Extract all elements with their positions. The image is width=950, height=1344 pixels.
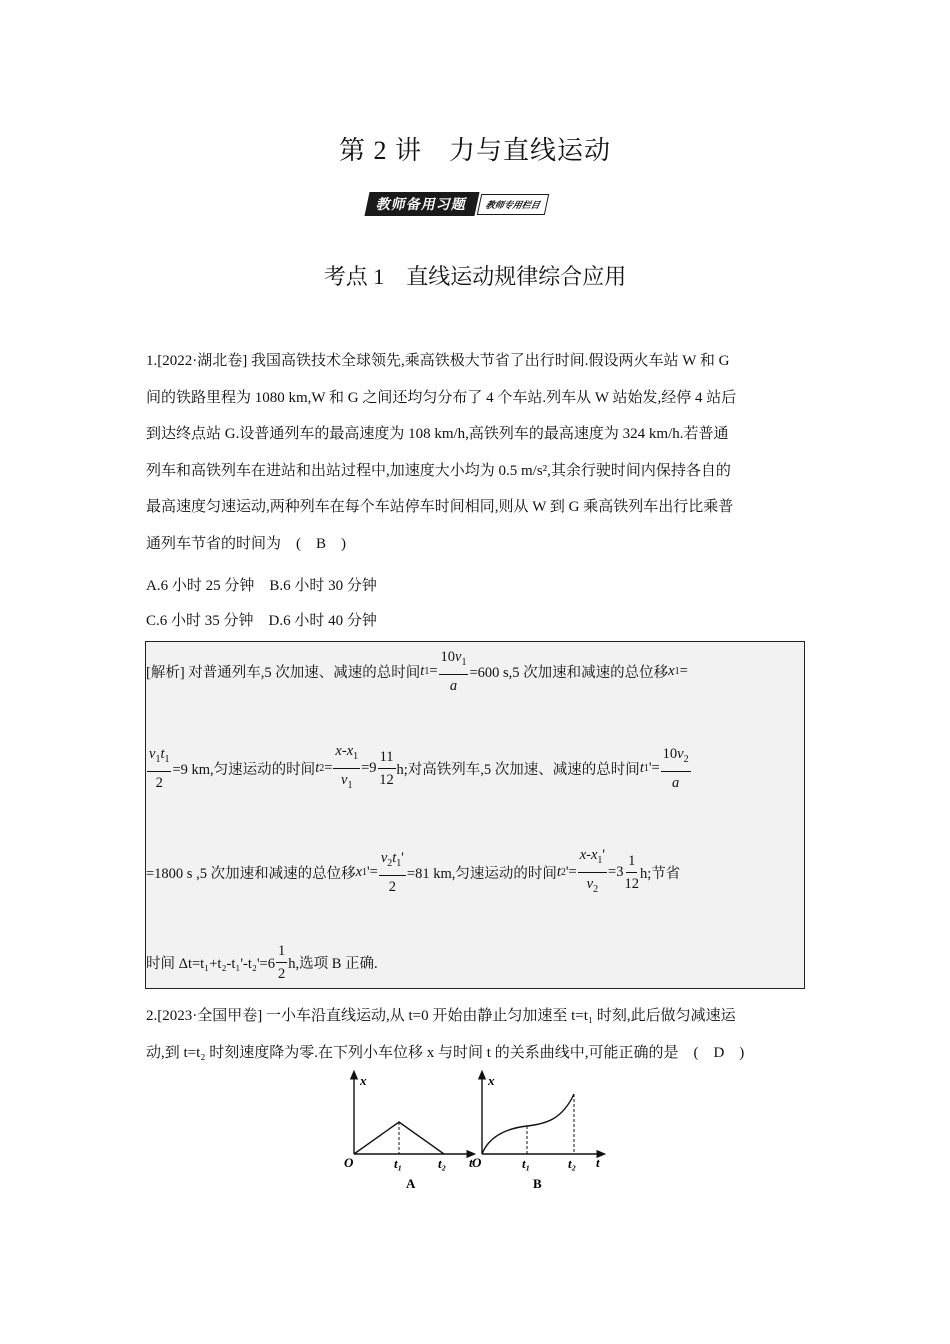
fraction: $\frac{x-x_1'}{v_2}$ bbox=[578, 844, 607, 901]
origin-label: O bbox=[344, 1155, 354, 1170]
analysis-text: =1800 s ,5 次加速和减速的总位移 bbox=[146, 865, 356, 882]
graph-a bbox=[344, 1073, 473, 1191]
axis-t-label: t bbox=[596, 1155, 600, 1170]
analysis-line-1: [解析] 对普通列车,5 次加速、减速的总时间 t 1 = $\frac{10v_1}{a}$ =600 s,5 次加速和减速的总位移 x 1 = bbox=[146, 646, 688, 697]
fraction: $\frac{1}{2}$ bbox=[276, 940, 287, 985]
xt-graphs bbox=[340, 1068, 610, 1193]
question-2-text bbox=[146, 998, 808, 1071]
axis-x-label: x bbox=[488, 1073, 495, 1088]
q1-line: 列车和高铁列车在进站和出站过程中,加速度大小均为 0.5 m/s²,其余行驶时间内保持各自的 bbox=[146, 462, 731, 479]
fraction: $\frac{v_1t_1}{2}$ bbox=[147, 743, 171, 794]
analysis-text: [解析] 对普通列车,5 次加速、减速的总时间 bbox=[146, 664, 421, 681]
origin-label: O bbox=[472, 1155, 482, 1170]
fraction: $\frac{10v_1}{a}$ bbox=[439, 646, 469, 697]
analysis-line-4 bbox=[146, 940, 378, 985]
q1-options-ab: A.6 小时 25 分钟 B.6 小时 30 分钟 bbox=[146, 578, 377, 594]
analysis-text: 时间 Δt=t₁+t₂-t₁'-t₂'=6 bbox=[146, 956, 275, 972]
analysis-text: =9 bbox=[361, 759, 377, 776]
analysis-box bbox=[145, 641, 805, 989]
graph-b-label: B bbox=[533, 1176, 542, 1191]
question-1-text bbox=[146, 343, 808, 562]
fraction: $\frac{v_2t_1'}{2}$ bbox=[379, 847, 406, 898]
fraction: $\frac{11}{12}$ bbox=[378, 746, 396, 791]
q1-line: 最高速度匀速运动,两种列车在每个车站停车时间相同,则从 W 到 G 乘高铁列车出行比乘普 bbox=[146, 499, 734, 515]
t2-label: t₂ bbox=[568, 1156, 577, 1171]
q2-line: 动,到 t=t₂ 时刻速度降为零.在下列小车位移 x 与时间 t 的关系曲线中,可能正确的是 ( D ) bbox=[146, 1044, 745, 1061]
graph-a-label: A bbox=[406, 1176, 416, 1191]
q1-line: 间的铁路里程为 1080 km,W 和 G 之间还均匀分布了 4 个车站.列车从 W 站始发,经停 4 站后 bbox=[146, 389, 737, 406]
analysis-text: h;节省 bbox=[639, 865, 681, 882]
fraction: $\frac{1}{12}$ bbox=[624, 850, 639, 895]
teacher-banner bbox=[367, 192, 547, 216]
t1-label: t₁ bbox=[522, 1156, 531, 1171]
q1-options-cd: C.6 小时 35 分钟 D.6 小时 40 分钟 bbox=[146, 613, 377, 629]
axis-t-label: t bbox=[469, 1155, 473, 1170]
banner-sub-label: 教师专用栏目 bbox=[477, 194, 549, 215]
fraction: $\frac{10v_2}{a}$ bbox=[661, 743, 691, 794]
fraction: $\frac{x-x_1}{v_1}$ bbox=[333, 740, 360, 797]
t1-label: t₁ bbox=[394, 1156, 403, 1171]
page-title: 第 2 讲 力与直线运动 bbox=[338, 136, 611, 165]
banner-main-label: 教师备用习题 bbox=[364, 192, 479, 216]
q1-line: 到达终点站 G.设普通列车的最高速度为 108 km/h,高铁列车的最高速度为 324 km/h.若普通 bbox=[146, 426, 729, 442]
analysis-text: =3 bbox=[608, 863, 624, 880]
q1-line: 通列车节省的时间为 ( B ) bbox=[146, 535, 346, 552]
axis-x-label: x bbox=[360, 1073, 367, 1088]
analysis-text: h,选项 B 正确. bbox=[288, 956, 378, 972]
analysis-text: =9 km,匀速运动的时间 bbox=[172, 761, 316, 778]
t2-label: t₂ bbox=[438, 1156, 447, 1171]
section-title: 考点 1 直线运动规律综合应用 bbox=[323, 264, 627, 289]
q1-line: 1.[2022·湖北卷] 我国高铁技术全球领先,乘高铁极大节省了出行时间.假设两火车站 W 和 G bbox=[146, 353, 730, 369]
q2-line: 2.[2023·全国甲卷] 一小车沿直线运动,从 t=0 开始由静止匀加速至 t=t₁ 时刻,此后做匀减速运 bbox=[146, 1008, 736, 1024]
analysis-text: =600 s,5 次加速和减速的总位移 bbox=[469, 664, 669, 681]
analysis-line-3: =1800 s ,5 次加速和减速的总位移 x 1 '= $\frac{v_2t_1'}{2}$ =81 km,匀速运动的时间 t 2 '= $\frac{x-x_1'}{v_2}$ =3 $\frac{1}{12}$ h;节省 bbox=[146, 844, 680, 901]
curve-b bbox=[482, 1094, 574, 1154]
analysis-line-2: $\frac{v_1t_1}{2}$ =9 km,匀速运动的时间 t 2 = $\frac{x-x_1}{v_1}$ =9 $\frac{11}{12}$ h;对高铁列车,5 次加速、减速的总时间 t 1 '= $\frac{10v_2}{a}$ bbox=[146, 740, 692, 797]
analysis-text: =81 km,匀速运动的时间 bbox=[406, 865, 557, 882]
graph-b bbox=[472, 1073, 602, 1191]
analysis-text: h;对高铁列车,5 次加速、减速的总时间 bbox=[396, 761, 640, 778]
